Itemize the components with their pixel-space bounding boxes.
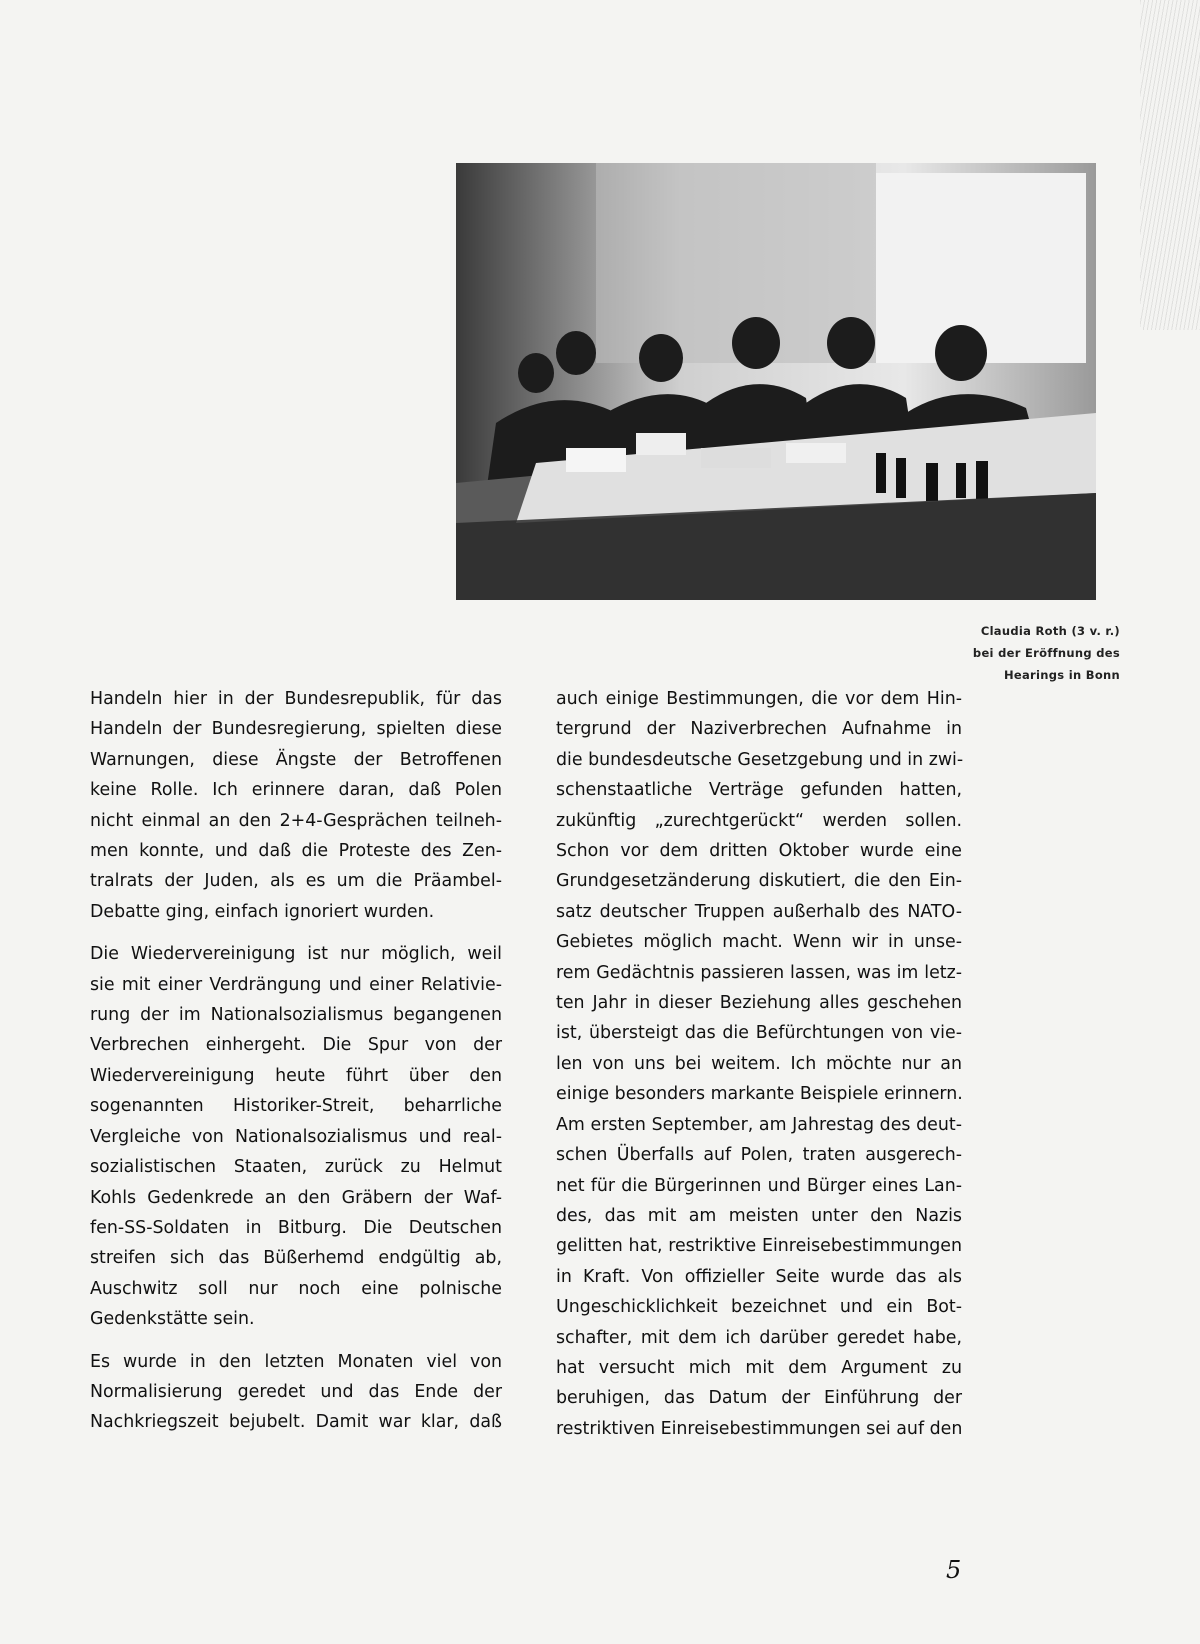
text-line: Wiedervereinigung heute führt über den	[90, 1065, 502, 1086]
text-line: men konnte, und daß die Proteste des Zen-	[90, 841, 502, 862]
text-line: schenstaatliche Verträge gefunden hatten,	[556, 780, 962, 801]
scan-edge-artifact	[1140, 0, 1200, 330]
text-line: des, das mit am meisten unter den Nazis	[556, 1205, 962, 1226]
text-line: die bundesdeutsche Gesetzgebung und in zwi-	[556, 749, 964, 770]
right-text-column	[556, 684, 962, 1444]
text-line: Gebietes möglich macht. Wenn wir in unse-	[556, 932, 962, 953]
text-line: keine Rolle. Ich erinnere daran, daß Polen	[90, 780, 502, 801]
text-line: Nachkriegszeit bejubelt. Damit war klar, daß	[90, 1412, 502, 1433]
text-line: schafter, mit dem ich darüber geredet habe,	[556, 1327, 962, 1348]
text-line: rem Gedächtnis passieren lassen, was im letz-	[556, 962, 962, 983]
photo-hearing-panel-icon	[456, 163, 1096, 600]
text-line: Die Wiedervereinigung ist nur möglich, weil	[90, 944, 502, 965]
text-line: Am ersten September, am Jahrestag des deut-	[556, 1114, 962, 1135]
text-line: Kohls Gedenkrede an den Gräbern der Waf-	[90, 1187, 502, 1208]
text-line: len von uns bei weitem. Ich möchte nur an	[556, 1053, 962, 1074]
caption-line: Claudia Roth (3 v. r.)	[980, 624, 1120, 638]
text-line: Ungeschicklichkeit bezeichnet und ein Bot-	[556, 1297, 962, 1318]
text-line: streifen sich das Büßerhemd endgültig ab,	[90, 1248, 502, 1269]
text-line: Verbrechen einhergeht. Die Spur von der	[90, 1035, 502, 1056]
text-line: tralrats der Juden, als es um die Präambel-	[90, 871, 502, 892]
text-line: Vergleiche von Nationalsozialismus und real-	[90, 1126, 502, 1147]
text-line: hat versucht mich mit dem Argument zu	[556, 1357, 962, 1378]
text-line: Warnungen, diese Ängste der Betroffenen	[90, 749, 502, 770]
text-line: satz deutscher Truppen außerhalb des NATO-	[556, 901, 962, 922]
text-line: Schon vor dem dritten Oktober wurde eine	[556, 841, 962, 862]
text-line: Handeln der Bundesregierung, spielten diese	[90, 719, 502, 740]
text-line: schen Überfalls auf Polen, traten ausgerech-	[556, 1145, 962, 1166]
text-line: Handeln hier in der Bundesrepublik, für das	[90, 689, 502, 709]
paragraph	[90, 684, 502, 927]
caption-line: Hearings in Bonn	[1003, 668, 1120, 682]
text-line: restriktiven Einreisebestimmungen sei auf den	[556, 1418, 963, 1439]
text-line: Debatte ging, einfach ignoriert wurden.	[90, 901, 435, 922]
text-line: fen-SS-Soldaten in Bitburg. Die Deutschen	[90, 1217, 502, 1238]
text-line: Gedenkstätte sein.	[90, 1309, 255, 1330]
paragraph	[90, 939, 502, 1334]
text-line: Normalisierung geredet und das Ende der	[90, 1381, 502, 1402]
text-line: beruhigen, das Datum der Einführung der	[556, 1388, 962, 1409]
text-line: sozialistischen Staaten, zurück zu Helmut	[90, 1157, 502, 1178]
text-line: ten Jahr in dieser Beziehung alles geschehen	[556, 993, 962, 1014]
text-line: zukünftig „zurechtgerückt“ werden sollen.	[556, 810, 962, 831]
paragraph	[90, 1347, 502, 1438]
text-line: sogenannten Historiker-Streit, beharrliche	[90, 1096, 502, 1117]
text-line: einige besonders markante Beispiele erinnern.	[556, 1084, 963, 1105]
text-line: gelitten hat, restriktive Einreisebestimmungen	[556, 1236, 962, 1257]
text-line: net für die Bürgerinnen und Bürger eines Lan-	[556, 1175, 962, 1196]
photo-caption	[950, 620, 1120, 686]
text-line: Es wurde in den letzten Monaten viel von	[90, 1351, 502, 1372]
hearing-photo	[456, 163, 1096, 600]
text-line: Auschwitz soll nur noch eine polnische	[90, 1278, 502, 1299]
text-line: Grundgesetzänderung diskutiert, die den Ein-	[556, 871, 962, 892]
text-line: rung der im Nationalsozialismus begangenen	[90, 1005, 502, 1026]
text-line: ist, übersteigt das die Befürchtungen von vie-	[556, 1023, 962, 1044]
text-line: auch einige Bestimmungen, die vor dem Hin-	[556, 689, 962, 709]
page-number: 5	[946, 1556, 962, 1584]
caption-line: bei der Eröffnung des	[972, 646, 1120, 660]
text-line: nicht einmal an den 2+4-Gesprächen teilneh-	[90, 810, 502, 831]
left-text-column	[90, 684, 502, 1438]
text-line: tergrund der Naziverbrechen Aufnahme in	[556, 719, 962, 740]
text-line: in Kraft. Von offizieller Seite wurde das als	[556, 1266, 962, 1287]
text-line: sie mit einer Verdrängung und einer Relativie-	[90, 974, 502, 995]
